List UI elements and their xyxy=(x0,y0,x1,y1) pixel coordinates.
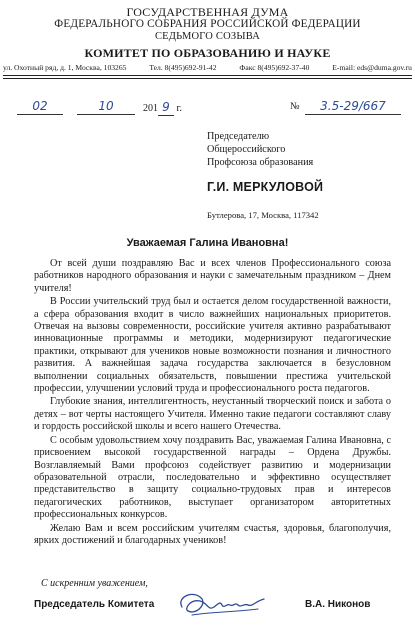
closing: С искренним уважением, xyxy=(41,578,148,589)
addressee-line-3: Профсоюза образования xyxy=(207,157,314,168)
letterhead-fax: Факс 8(495)692-37-40 xyxy=(239,63,310,72)
date-day: 02 xyxy=(17,100,63,115)
letterhead-address: ул. Охотный ряд, д. 1, Москва, 103265 xyxy=(3,63,127,72)
date-year-suffix: 9 xyxy=(158,101,174,116)
letter-body xyxy=(34,258,391,548)
addressee-name: Г.И. МЕРКУЛОВОЙ xyxy=(207,180,324,194)
date-year xyxy=(143,101,182,116)
handwritten-signature xyxy=(172,585,272,621)
paragraph: Глубокие знания, интеллигентность, неустанный творческий поиск и забота о детях – вот черты настоящего Учителя. Именно такие педагоги составляют славу и гордость российской школы и всего нашего Отечества. xyxy=(34,396,391,433)
date-month: 10 xyxy=(77,100,135,115)
letterhead-duma: ГОСУДАРСТВЕННАЯ ДУМА xyxy=(126,5,289,19)
paragraph: От всей души поздравляю Вас и всех членов Профессионального союза работников народного образования и науки с замечательным праздником – Днем учителя! xyxy=(34,258,391,294)
addressee-street: Бутлерова, 17, Москва, 117342 xyxy=(207,210,319,220)
outgoing-number: 3.5-29/667 xyxy=(305,100,401,115)
number-sign: № xyxy=(290,101,300,112)
date-number-line xyxy=(3,100,412,118)
letterhead-email: E-mail: eds@duma.gov.ru xyxy=(332,63,412,72)
signature-position: Председатель Комитета xyxy=(34,599,155,610)
greeting: Уважаемая Галина Ивановна! xyxy=(126,237,289,249)
paragraph: В России учительский труд был и остается делом государственной важности, а сфера образования входит в число важнейших национальных приоритетов. Отвечая на вызовы современности, российские учителя активно разрабатывают инновационные программы и методики, модернизируют педагогические практики, открывают для учеников новые возможности познания и личностного развития. А важнейшая задача государства заключается в безусловном выполнении социальных обязательств, повышении престижа учительской профессии, улучшении условий труда и профессионального роста педагогов. xyxy=(34,296,391,395)
letterhead-convocation: СЕДЬМОГО СОЗЫВА xyxy=(154,31,261,42)
letterhead-committee: КОМИТЕТ ПО ОБРАЗОВАНИЮ И НАУКЕ xyxy=(84,46,331,60)
letterhead-contacts xyxy=(3,63,412,72)
letterhead-phone: Тел. 8(495)692-91-42 xyxy=(149,63,217,72)
letterhead-rule-thin xyxy=(3,78,412,79)
paragraph: С особым удовольствием хочу поздравить Вас, уважаемая Галина Ивановна, с присвоением высокой государственной награды – Ордена Дружбы. Возглавляемый Вами профсоюз содействует развитию и модернизации образовательной отрасли, последовательно и эффективно осуществляет представительство в защиту социально-трудовых прав и интересов педагогических работников, выступает организатором авторитетных профессиональных конкурсов. xyxy=(34,434,391,521)
date-year-prefix: 201 xyxy=(143,103,158,114)
addressee-line-2: Общероссийского xyxy=(207,144,286,155)
letterhead-federal-assembly: ФЕДЕРАЛЬНОГО СОБРАНИЯ РОССИЙСКОЙ ФЕДЕРАЦИИ xyxy=(54,18,361,30)
addressee-line-1: Председателю xyxy=(207,131,270,142)
signature-name: В.А. Никонов xyxy=(305,599,371,610)
paragraph: Желаю Вам и всем российским учителям счастья, здоровья, благополучия, ярких достижений и благодарных учеников! xyxy=(34,522,391,546)
date-year-mark: г. xyxy=(176,103,182,114)
letterhead-rule-thick xyxy=(3,75,412,76)
